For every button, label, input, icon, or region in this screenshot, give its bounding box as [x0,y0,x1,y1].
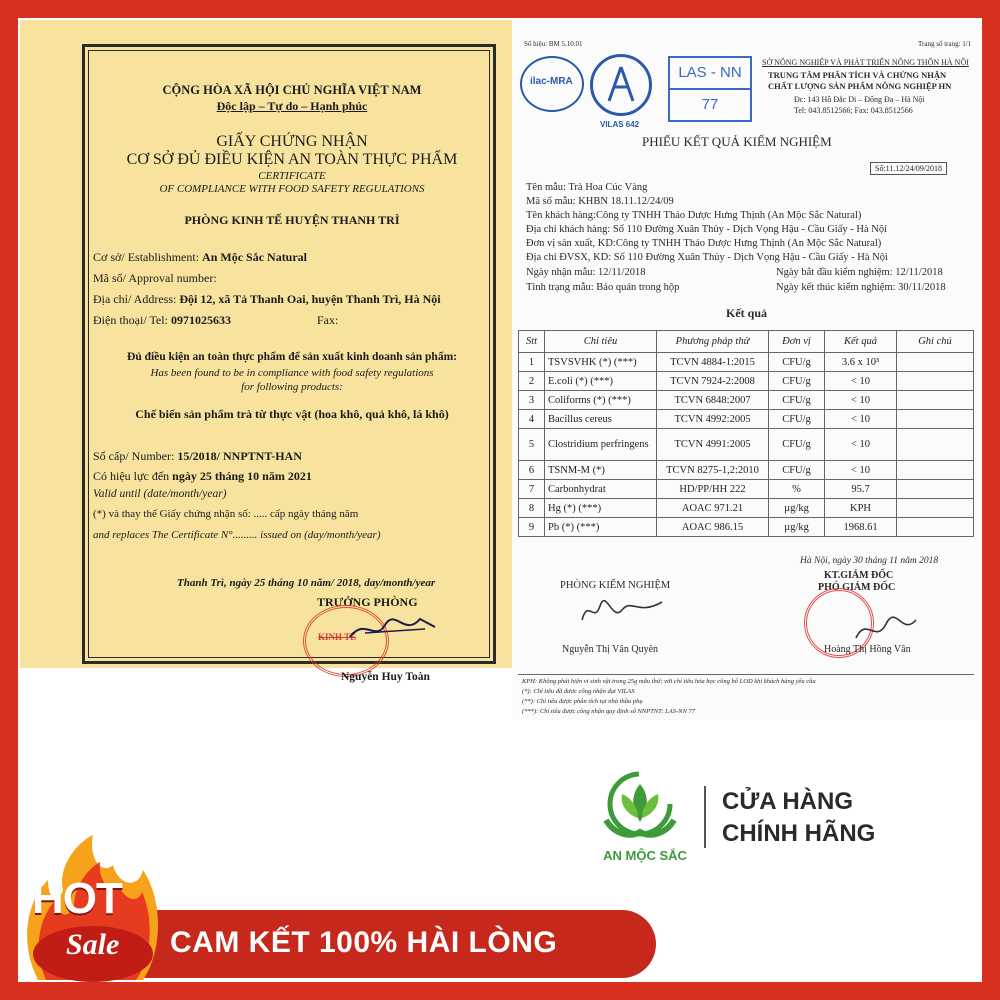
lab-signer: Nguyễn Thị Vân Quyên [562,644,659,655]
row-unit: CFU/g [769,461,825,480]
table-row [519,518,974,537]
seal-text: KINH TẾ [318,632,357,642]
row-unit: CFU/g [769,429,825,461]
table-row [519,391,974,410]
approval-number: Mã số/ Approval number: [93,271,217,285]
row-result: 1968.61 [825,518,897,537]
row-note [897,429,974,461]
row-method: TCVN 7924-2:2008 [657,372,769,391]
compliance-line-2: Has been found to be in compliance with food safety regulations [150,367,434,379]
guarantee-text: CAM KẾT 100% HÀI LÒNG [170,926,558,959]
vice-director: PHÓ GIÁM ĐỐC [818,582,896,593]
row-unit: % [769,480,825,499]
row-result: < 10 [825,372,897,391]
row-unit: CFU/g [769,372,825,391]
header-indicator: Chỉ tiêu [545,331,657,353]
table-row [519,499,974,518]
org-line-1: SỞ NÔNG NGHIỆP VÀ PHÁT TRIỂN NÔNG THÔN HÀ NỘI [762,58,969,67]
sample-condition: Tình trạng mẫu: Bảo quản trong hộp [526,282,680,293]
address-value: Đội 12, xã Tả Thanh Oai, huyện Thanh Trì, Hà Nội [179,292,441,306]
lab-title: PHÒNG KIỂM NGHIỆM [560,580,671,591]
end-date: Ngày kết thúc kiểm nghiệm: 30/11/2018 [776,282,946,293]
table-header-row [519,331,974,353]
signer-name: Nguyễn Huy Toàn [341,671,430,683]
tel-value: 0971025633 [170,313,231,327]
row-indicator: TSNM-M (*) [545,461,657,480]
note-3: (**): Chỉ tiêu được phân tích tại nhà thầu phụ [522,698,643,705]
page-number: Trang số trang: 1/1 [918,40,972,48]
row-stt: 3 [519,391,545,410]
note-1: KPH: Không phát hiện vi sinh vật trong 25g mẫu thử; với chỉ tiêu hóa học công bố LOD khi khách hàng yêu cầu [522,678,816,685]
row-result: 95.7 [825,480,897,499]
number-label: Số cấp/ Number: [93,449,175,463]
cert-title-2: CƠ SỞ ĐỦ ĐIỀU KIỆN AN TOÀN THỰC PHẨM [126,151,458,168]
motto: Độc lập – Tự do – Hạnh phúc [216,99,368,113]
row-method: TCVN 4991:2005 [657,429,769,461]
report-date: Hà Nội, ngày 30 tháng 11 năm 2018 [800,556,939,566]
valid-label: Có hiệu lực đến [93,469,170,483]
tel-label: Điện thoại/ Tel: [93,313,168,327]
row-stt: 2 [519,372,545,391]
issue-date: Thanh Trì, ngày 25 tháng 10 năm/ 2018, day/month/year [177,577,436,589]
lab-signature-icon [578,594,668,630]
establishment-value: An Mộc Sắc Natural [202,250,308,264]
row-stt: 9 [519,518,545,537]
row-result: < 10 [825,391,897,410]
las-box [668,56,752,122]
address-row [93,292,441,307]
table-row [519,461,974,480]
kt-director: KT.GIÁM ĐỐC [824,570,894,581]
producer-address: Địa chỉ ĐVSX, KD: Số 110 Đường Xuân Thủy - Dịch Vọng Hậu - Cầu Giấy - Hà Nội [526,252,888,263]
fax-label: Fax: [317,313,339,327]
row-indicator: Coliforms (*) (***) [545,391,657,410]
table-row [519,429,974,461]
table-row [519,410,974,429]
address-label: Địa chỉ/ Address: [93,292,177,306]
valid-en: Valid until (date/month/year) [93,488,227,500]
row-stt: 6 [519,461,545,480]
row-note [897,499,974,518]
table-row [519,480,974,499]
sample-name: Tên mẫu: Trà Hoa Cúc Vàng [526,182,648,193]
table-row [519,372,974,391]
director-signer: Hoàng Thị Hồng Vân [824,644,911,655]
row-unit: µg/kg [769,499,825,518]
row-indicator: TSVSVHK (*) (***) [545,353,657,372]
note-4: (***): Chỉ tiêu được công nhận quy định số NNPTNT: LAS-NN 77 [522,708,695,715]
header-unit: Đơn vị [769,331,825,353]
hot-text: HOT [32,874,122,923]
row-unit: µg/kg [769,518,825,537]
received-date: Ngày nhận mẫu: 12/11/2018 [526,267,646,278]
row-indicator: E.coli (*) (***) [545,372,657,391]
number-row [93,449,302,464]
establishment-label: Cơ sở/ Establishment: [93,250,200,264]
row-note [897,461,974,480]
certificate-border [82,44,496,683]
results-table [518,330,974,537]
las-label: LAS - NN [678,64,742,81]
header-stt: Stt [519,331,545,353]
vilas-text: VILAS 642 [600,120,640,129]
product-scope: Chế biến sản phẩm trà từ thực vật (hoa khô, quả khô, lá khô) [135,407,449,421]
boa-logo [590,54,652,116]
head-title: TRƯỞNG PHÒNG [317,595,418,609]
row-result: 3.6 x 10³ [825,353,897,372]
row-result: < 10 [825,429,897,461]
row-unit: CFU/g [769,391,825,410]
store-line-2: CHÍNH HÃNG [722,820,876,847]
replace-line-1: (*) và thay thế Giấy chứng nhận số: ..... cấp ngày tháng năm [93,508,359,520]
leaf-hands-logo-icon [592,768,688,848]
row-result: < 10 [825,410,897,429]
org-contact: Tel: 043.8512566; Fax: 043.8512566 [794,106,913,115]
row-method: TCVN 4884-1:2015 [657,353,769,372]
row-note [897,480,974,499]
row-stt: 7 [519,480,545,499]
compliance-line-1: Đủ điều kiện an toàn thực phẩm để sản xuất kinh doanh sản phẩm: [127,351,457,363]
row-indicator: Pb (*) (***) [545,518,657,537]
signature-icon [345,607,445,647]
customer-address: Địa chỉ khách hàng: Số 110 Đường Xuân Thủy - Dịch Vọng Hậu - Cầu Giấy - Hà Nội [526,224,887,235]
header-method: Phương pháp thử [657,331,769,353]
row-stt: 5 [519,429,545,461]
row-result: < 10 [825,461,897,480]
report-number: Số:11.12/24/09/2018 [870,162,947,175]
row-method: TCVN 4992:2005 [657,410,769,429]
establishment-row [93,250,307,265]
row-note [897,353,974,372]
results-heading: Kết quả [726,306,768,320]
brand-divider [704,786,706,848]
report-title: PHIẾU KẾT QUẢ KIỂM NGHIỆM [642,134,832,149]
sample-code: Mã số mẫu: KHBN 18.11.12/24/09 [526,196,674,207]
producer-name: Đơn vị sản xuất, KD:Công ty TNHH Thảo Dược Hưng Thịnh (An Mộc Sắc Natural) [526,238,882,249]
las-number: 77 [701,96,719,113]
row-stt: 1 [519,353,545,372]
table-row [519,353,974,372]
country-title: CỘNG HÒA XÃ HỘI CHỦ NGHĨA VIỆT NAM [162,83,422,97]
customer-name: Tên khách hàng:Công ty TNHH Thảo Dược Hưng Thịnh (An Mộc Sắc Natural) [526,210,862,221]
compliance-line-3: for following products: [241,381,343,393]
row-method: TCVN 6848:2007 [657,391,769,410]
row-method: AOAC 971.21 [657,499,769,518]
cert-title-1: GIẤY CHỨNG NHẬN [216,133,368,150]
header-result: Kết quả [825,331,897,353]
test-result-report [512,20,980,720]
tel-row [93,313,231,328]
row-stt: 4 [519,410,545,429]
row-method: AOAC 986.15 [657,518,769,537]
header-note: Ghi chú [897,331,974,353]
row-note [897,372,974,391]
row-note [897,391,974,410]
cert-title-en-1: CERTIFICATE [258,170,326,182]
row-unit: CFU/g [769,410,825,429]
org-line-2: TRUNG TÂM PHÂN TÍCH VÀ CHỨNG NHẬN [768,70,947,80]
row-indicator: Clostridium perfringens [545,429,657,461]
row-unit: CFU/g [769,353,825,372]
row-note [897,410,974,429]
org-line-3: CHẤT LƯỢNG SẢN PHẨM NÔNG NGHIỆP HN [768,81,952,91]
valid-value: ngày 25 tháng 10 năm 2021 [172,469,312,483]
start-date: Ngày bắt đầu kiểm nghiệm: 12/11/2018 [776,267,943,278]
row-stt: 8 [519,499,545,518]
ilac-logo [520,56,584,112]
row-method: TCVN 8275-1,2:2010 [657,461,769,480]
row-indicator: Hg (*) (***) [545,499,657,518]
form-code: Số hiệu: BM 5.10.01 [524,40,583,48]
store-line-1: CỬA HÀNG [722,788,854,815]
ilac-text: ilac-MRA [530,76,573,87]
food-safety-certificate [20,20,512,683]
accreditation-icon [593,57,649,113]
row-note [897,518,974,537]
issuing-office: PHÒNG KINH TẾ HUYỆN THANH TRÌ [184,213,400,227]
row-indicator: Bacillus cereus [545,410,657,429]
replace-line-2: and replaces The Certificate N°......... issued on (day/month/year) [93,529,381,541]
guarantee-banner [120,910,656,978]
cert-title-en-2: OF COMPLIANCE WITH FOOD SAFETY REGULATIONS [159,183,425,195]
sale-text: Sale [66,928,120,961]
brand-name: AN MỘC SẮC [603,848,687,863]
row-indicator: Carbonhydrat [545,480,657,499]
note-2: (*): Chỉ tiêu đã được công nhận đạt VILAS [522,688,635,695]
number-value: 15/2018/ NNPTNT-HAN [177,449,302,463]
row-method: HD/PP/HH 222 [657,480,769,499]
row-result: KPH [825,499,897,518]
valid-row [93,469,312,484]
org-address: Đc: 143 Hồ Đắc Di – Đống Đa – Hà Nội [794,95,925,104]
